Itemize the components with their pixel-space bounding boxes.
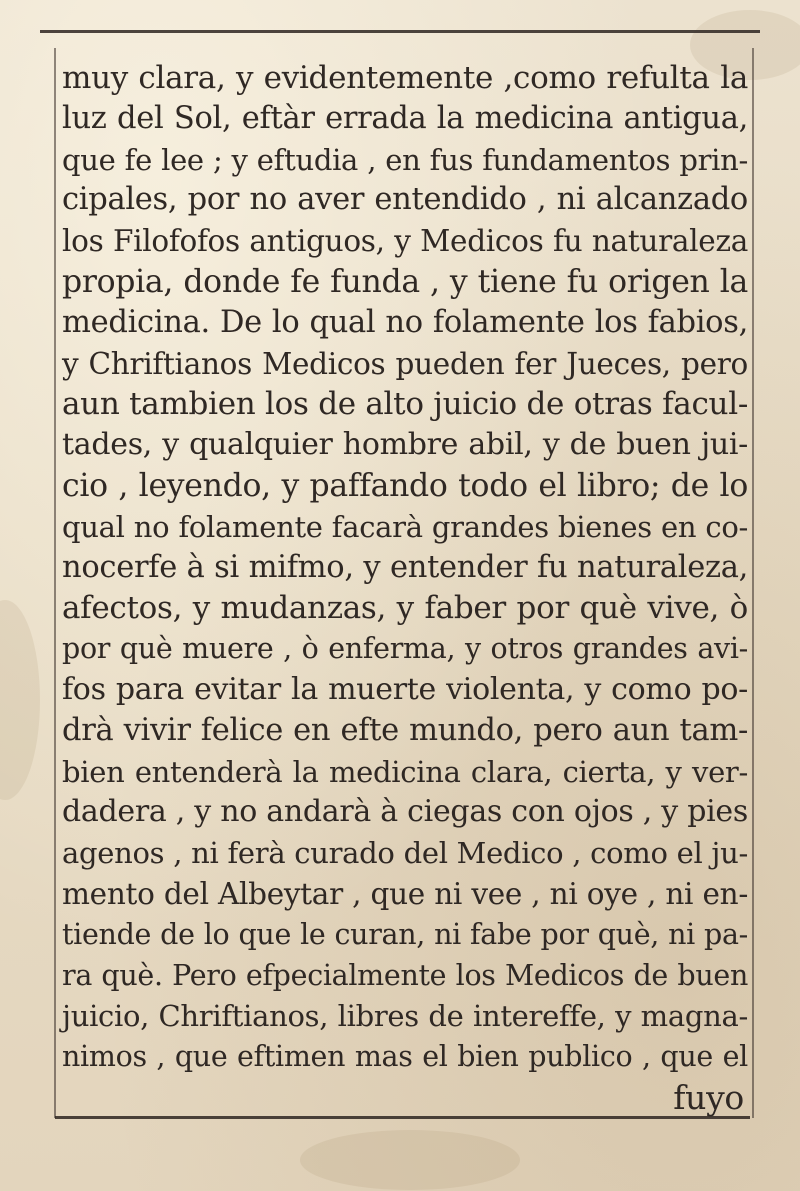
paper-stain — [300, 1130, 520, 1190]
text-line: cio , leyendo, y paffando todo el libro; de lo — [62, 467, 748, 504]
text-line: afectos, y mudanzas, y faber por què vive, ò — [62, 590, 748, 627]
text-line: agenos , ni ferà curado del Medico , como el ju- — [62, 836, 748, 871]
text-line: medicina. De lo qual no folamente los fabios, — [62, 304, 748, 340]
text-line: propia, donde fe funda , y tiene fu origen la — [62, 263, 748, 300]
text-line: tiende de lo que le curan, ni fabe por què, ni pa- — [62, 917, 748, 951]
text-line: los Filofofos antiguos, y Medicos fu naturaleza — [62, 224, 748, 259]
text-line: y Chriftianos Medicos pueden fer Jueces, pero — [62, 346, 748, 381]
text-line: aun tambien los de alto juicio de otras facul- — [62, 386, 748, 423]
paper-stain — [0, 600, 40, 800]
body-text — [62, 58, 748, 1119]
text-line: ra què. Pero efpecialmente los Medicos de buen — [62, 958, 748, 992]
text-line: por què muere , ò enferma, y otros grandes avi- — [62, 632, 748, 666]
text-line: mento del Albeytar , que ni vee , ni oye , ni en- — [62, 876, 748, 911]
text-line: bien entenderà la medicina clara, cierta, y ver- — [62, 754, 748, 789]
text-line: muy clara, y evidentemente ,como refulta la — [62, 60, 748, 96]
text-line: tades, y qualquier hombre abil, y de buen jui- — [62, 427, 748, 463]
text-line: drà vivir felice en efte mundo, pero aun tam- — [62, 712, 748, 748]
catchword: fuyo — [673, 1077, 744, 1117]
top-border-rule — [40, 30, 760, 33]
text-line: nocerfe à si mifmo, y entender fu naturaleza, — [62, 549, 748, 585]
left-margin-rule — [54, 48, 56, 1118]
text-line: qual no folamente facarà grandes bienes en co- — [62, 509, 748, 544]
text-line: juicio, Chriftianos, libres de intereffe, y magna- — [62, 999, 748, 1034]
text-line: luz del Sol, eftàr errada la medicina antigua, — [62, 100, 748, 136]
right-margin-rule — [752, 48, 754, 1118]
text-line: dadera , y no andarà à ciegas con ojos , y pies — [62, 794, 748, 830]
text-line: que fe lee ; y eftudia , en fus fundamentos prin- — [62, 142, 748, 177]
text-line: cipales, por no aver entendido , ni alcanzado — [62, 182, 748, 218]
text-line: fos para evitar la muerte violenta, y como po- — [62, 671, 748, 707]
text-line: nimos , que eftimen mas el bien publico , que el — [62, 1040, 748, 1074]
